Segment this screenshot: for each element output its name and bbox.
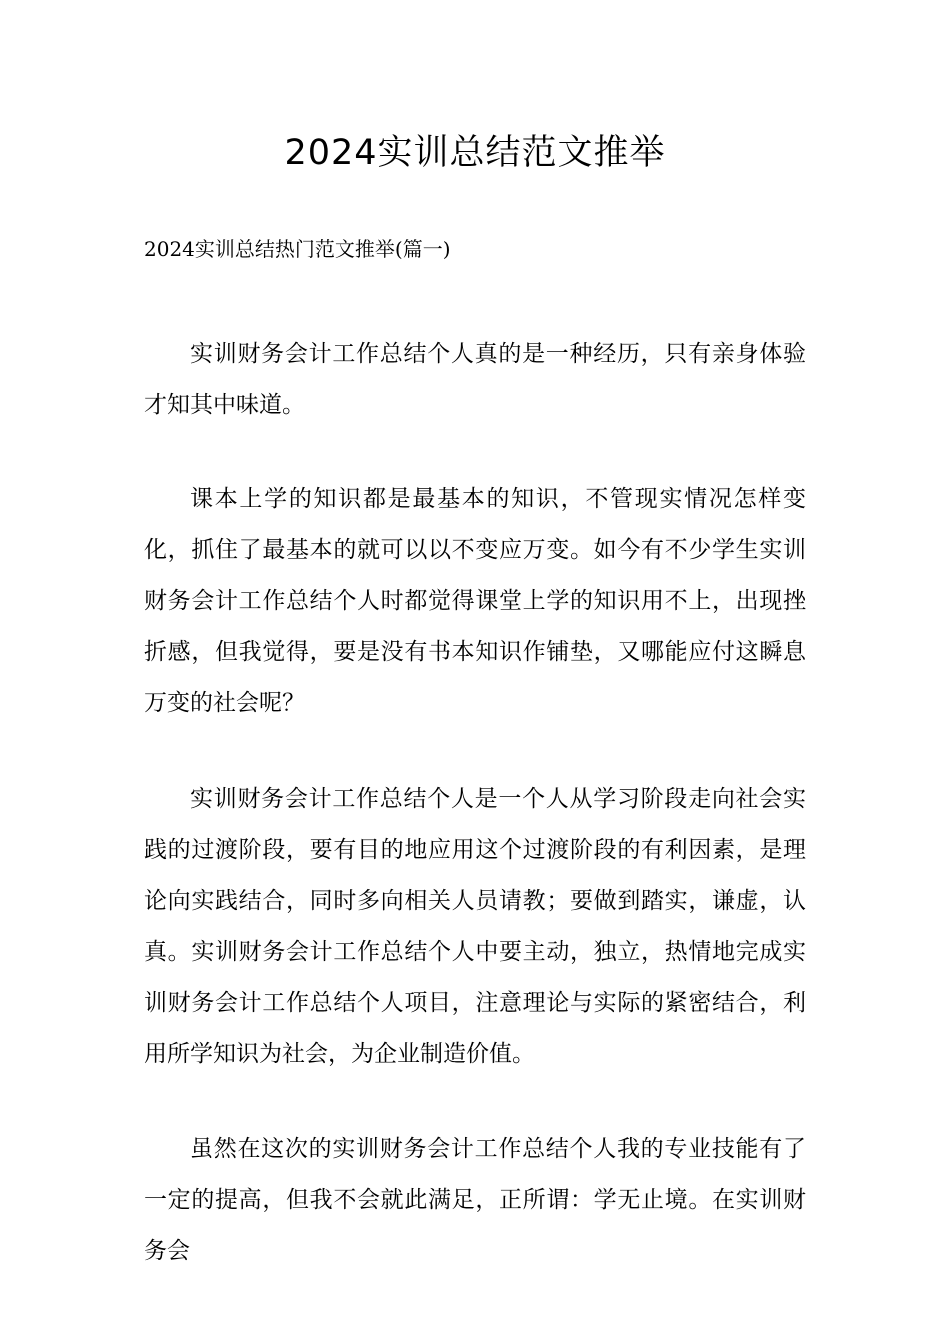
section-subtitle: 2024实训总结热门范文推举(篇一) bbox=[144, 237, 451, 261]
paragraph-3: 实训财务会计工作总结个人是一个人从学习阶段走向社会实践的过渡阶段，要有目的地应用这个过渡阶段的有利因素，是理论向实践结合，同时多向相关人员请教；要做到踏实，谦虚，认真。实训财务会计工作总结个人中要主动，独立，热情地完成实训财务会计工作总结个人项目，注意理论与实际的紧密结合，利用所学知识为社会，为企业制造价值。 bbox=[144, 786, 806, 1067]
paragraph-2: 课本上学的知识都是最基本的知识，不管现实情况怎样变化，抓住了最基本的就可以以不变应万变。如今有不少学生实训财务会计工作总结个人时都觉得课堂上学的知识用不上，出现挫折感，但我觉得，要是没有书本知识作铺垫，又哪能应付这瞬息万变的社会呢？ bbox=[144, 486, 806, 716]
document-title: 2024实训总结范文推举 bbox=[284, 133, 666, 173]
paragraph-4: 虽然在这次的实训财务会计工作总结个人我的专业技能有了一定的提高，但我不会就此满足，正所谓：学无止境。在实训财务会 bbox=[144, 1136, 806, 1264]
paragraph-1: 实训财务会计工作总结个人真的是一种经历，只有亲身体验才知其中味道。 bbox=[144, 341, 806, 418]
